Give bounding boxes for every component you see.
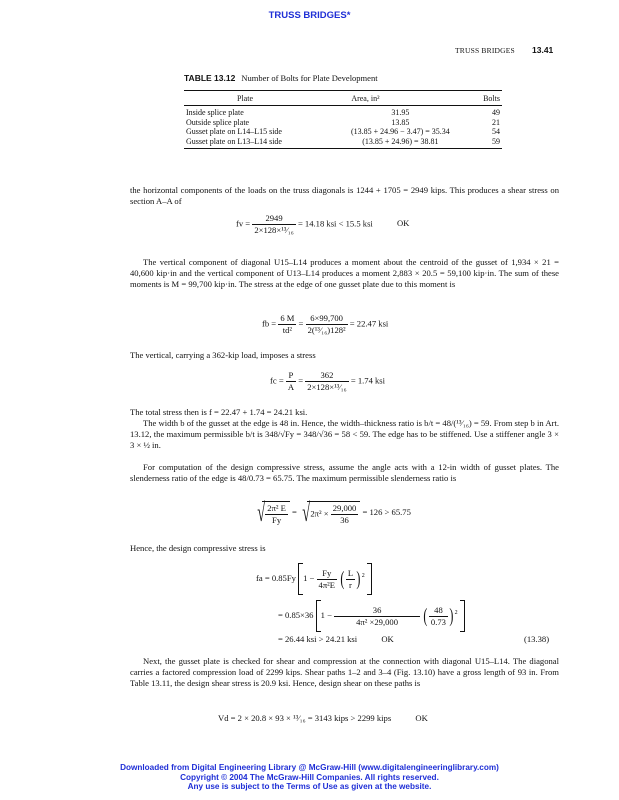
eq-line3: = 26.44 ksi > 24.21 ksi [278, 634, 358, 644]
table-row [184, 118, 502, 127]
ok-mark: OK [396, 218, 410, 229]
table-header: Plate [237, 94, 253, 103]
eq-text: Vd = 2 × 20.8 × 93 × ¹³⁄₁₆ = 3143 kips > 2299 kips [218, 713, 392, 723]
right-paren-icon: ) [449, 605, 454, 627]
fraction [306, 313, 348, 336]
equation-shear-stress [236, 213, 409, 236]
numerator: 48 [429, 605, 448, 617]
banner-title[interactable]: TRUSS BRIDGES* [268, 10, 351, 21]
paragraph: The width b of the gusset at the edge is 48 in. Hence, the width–thickness ratio is b/t = 48/(¹³⁄₁₆) = 59. From step b in Art. 13.12, the maximum permissible b/t is 348/√Fy = 348/√36 = 58 < 59. The edge has to be stiffened. Use a stiffener angle 3 × 3 × ½ in. [130, 418, 559, 451]
denominator: 2(¹³⁄₁₆)128² [307, 325, 346, 335]
radicand [307, 501, 360, 526]
equation-design-shear [218, 713, 428, 723]
denominator: 4π²E [318, 579, 336, 590]
left-paren-icon: ( [423, 605, 428, 627]
right-bracket-icon [460, 600, 465, 632]
paragraph: The total stress then is f = 22.47 + 1.74 = 24.21 ksi. [130, 407, 308, 417]
table-row [184, 108, 502, 117]
sqrt-icon: √ [302, 498, 311, 527]
fraction [265, 503, 288, 526]
fraction [331, 503, 359, 526]
right-paren-icon: ) [356, 568, 361, 590]
table-header: Area, in² [351, 94, 380, 103]
table-cell: 59 [492, 136, 500, 146]
running-head: TRUSS BRIDGES [455, 46, 515, 55]
table-cell: (13.85 + 24.96) = 38.81 [362, 136, 439, 146]
paragraph: For computation of the design compressive stress, assume the angle acts with a 12-in width of gusset plates. The slenderness ratio of the edge is 48/0.73 = 65.75. The maximum permissible slenderness ratio is [130, 462, 559, 484]
left-bracket-icon [298, 563, 303, 595]
paragraph: Hence, the design compressive stress is [130, 543, 266, 553]
numerator: 6×99,700 [306, 313, 348, 325]
eq-rhs: = 126 > 65.75 [362, 506, 411, 517]
equation-design-compressive-line3 [278, 634, 394, 644]
sqrt-icon: √ [257, 498, 266, 527]
eq-line2-pre: = 0.85×36 [278, 609, 314, 620]
numerator: 29,000 [332, 502, 357, 513]
table-cell: Gusset plate on L14–L15 side [186, 127, 282, 137]
eq-lhs: fv = [236, 218, 251, 229]
table-cell: Inside splice plate [186, 108, 244, 118]
table-cell: (13.85 + 24.96 − 3.47) = 35.34 [350, 127, 450, 137]
table-row [184, 137, 502, 146]
page-number: 13.41 [532, 45, 554, 55]
eq-rhs: = 14.18 ksi < 15.5 ksi [297, 218, 373, 229]
eq-lhs: fc = [270, 375, 284, 386]
fraction [252, 213, 295, 236]
table-cell: 21 [492, 117, 500, 127]
footer-download-link[interactable]: Downloaded from Digital Engineering Library @ McGraw-Hill (www.digitalengineeringlibrary.com) [120, 763, 499, 772]
right-bracket-icon [367, 563, 372, 595]
eq-lhs: fa = 0.85Fy [256, 572, 296, 583]
numerator: L [347, 567, 354, 578]
paragraph: Next, the gusset plate is checked for shear and compression at the connection with diagonal U15–L14. The diagonal carries a factored compression load of 2299 kips. Shear paths 1–2 and 3–4 (Fig. 13.10) have a gross length of 93 in. From Table 13.11, the design shear stress is 20.9 ksi. Hence, design shear on these paths is [130, 656, 559, 689]
denominator: 0.73 [430, 616, 446, 627]
fraction [278, 313, 296, 336]
numerator: 2π² E [267, 502, 286, 513]
table-cell: 13.85 [391, 117, 410, 127]
fraction [346, 568, 355, 591]
bolts-table [184, 90, 502, 149]
denominator: td² [282, 325, 292, 335]
eq-mid-pre: 2π² × [310, 507, 329, 518]
equation-bending-stress: fb = $\frac{6 M}{\text{td²}}$ = $\frac{6\times 99,700}{\text{2(¹³⁄₁₆)128²}}$ = 22.47 ksi [262, 313, 389, 335]
ok-mark: OK [415, 713, 428, 723]
denominator: 4π² ×29,000 [356, 616, 399, 627]
table-cell: Outside splice plate [186, 117, 250, 127]
paragraph: The vertical, carrying a 362-kip load, imposes a stress [130, 350, 316, 360]
ok-mark: OK [381, 634, 394, 644]
left-bracket-icon [316, 600, 321, 632]
table-caption [184, 73, 378, 83]
eq-rhs: = 22.47 ksi [349, 318, 389, 329]
denominator: Fy [272, 514, 282, 525]
denominator: 36 [340, 514, 349, 525]
radicand [262, 501, 290, 526]
table-header: Bolts [483, 94, 500, 103]
equation-number: (13.38) [524, 634, 550, 644]
table-header-row [184, 94, 502, 103]
denominator: 2×128×¹³⁄₁₆ [307, 382, 347, 392]
table-label: TABLE 13.12 [184, 73, 236, 83]
denominator: r [349, 579, 352, 590]
equation-design-compressive-line2: = 0.85×36 1 − $\frac{36}{\text{4π² ×29,000}}$ ( $\frac{48}{0.73}$ )$^2$ [278, 600, 465, 632]
table-cell: Gusset plate on L13–L14 side [186, 136, 282, 146]
paragraph: The vertical component of diagonal U15–L14 produces a moment about the centroid of the gusset of 1,934 × 21 = 40,600 kip·in and the vertical component of U13–L14 produces a moment 2,883 × 20.5 = 59,100 kip·in. The sum of these moments is M = 99,700 kip·in. The stress at the edge of one gusset plate due to this moment is [130, 257, 559, 290]
denominator: 2×128×¹³⁄₁₆ [254, 225, 294, 235]
equation-design-compressive-line1: fa = 0.85Fy 1 − $\frac{Fy}{\text{4π²E}}$ ( $\frac{L}{r}$ )$^2$ [256, 563, 372, 595]
paragraph: the horizontal components of the loads on the truss diagonals is 1244 + 1705 = 2949 kips. This produces a shear stress on section A–A of [130, 185, 559, 207]
numerator: 36 [334, 605, 420, 617]
numerator: Fy [317, 568, 337, 580]
eq-rhs: = 1.74 ksi [350, 375, 386, 386]
eq-lhs: fb = [262, 318, 277, 329]
numerator: 6 M [280, 313, 295, 323]
footer-copyright[interactable]: Copyright © 2004 The McGraw-Hill Companies. All rights reserved. [180, 773, 439, 782]
fraction [317, 568, 337, 591]
left-paren-icon: ( [340, 568, 345, 590]
fraction [334, 605, 420, 628]
table-cell: 49 [492, 108, 500, 118]
numerator: 362 [305, 370, 348, 382]
fraction [305, 370, 348, 393]
fraction [286, 370, 296, 393]
footer-terms[interactable]: Any use is subject to the Terms of Use as given at the website. [187, 782, 432, 791]
table-cell: 54 [492, 127, 500, 137]
numerator: 2949 [252, 213, 295, 225]
table-cell: 31.95 [391, 108, 410, 118]
table-row [184, 127, 502, 136]
denominator: A [287, 382, 295, 392]
equation-compressive-stress: fc = $\frac{P}{A}$ = $\frac{362}{\text{2×128×¹³⁄₁₆}}$ = 1.74 ksi [270, 370, 386, 392]
table-caption-text: Number of Bolts for Plate Development [241, 73, 378, 83]
numerator: P [286, 370, 296, 382]
equation-slenderness: √ $\frac{\text{2π² E}}{Fy}$ = √2π² × $\frac{29,000}{36}$ = 126 > 65.75 [257, 498, 411, 527]
fraction [429, 605, 448, 628]
